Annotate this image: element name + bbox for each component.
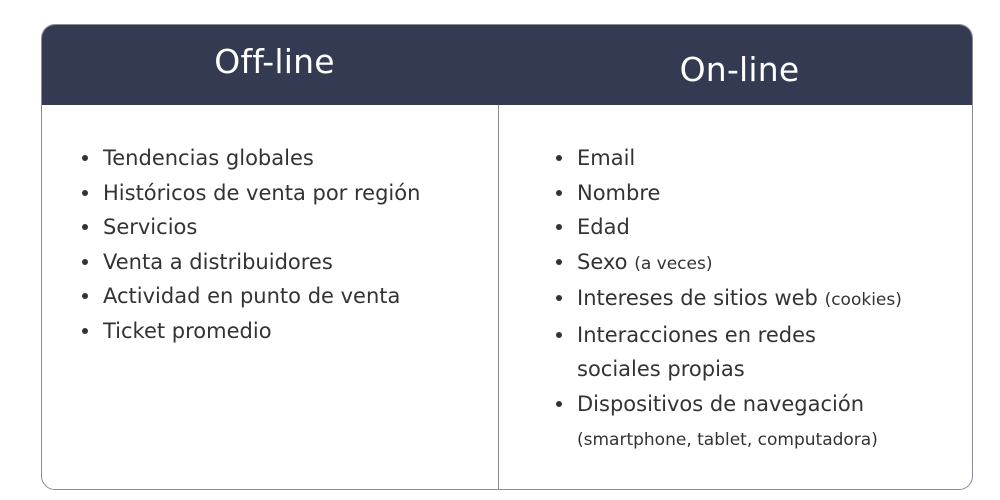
item-note: (cookies)	[824, 290, 902, 310]
item-text: Venta a distribuidores	[103, 249, 333, 274]
bullet-icon	[556, 332, 562, 338]
bullet-icon	[82, 259, 88, 265]
list-item	[80, 314, 498, 349]
bullet-icon	[556, 259, 562, 265]
online-list	[554, 141, 972, 458]
item-note: (a veces)	[634, 253, 713, 274]
bullet-icon	[82, 224, 88, 230]
list-item	[80, 210, 498, 245]
bullet-icon	[82, 190, 88, 196]
list-item	[80, 245, 498, 280]
item-text: Interacciones en redes	[577, 322, 816, 347]
item-text: Sexo	[577, 249, 628, 274]
item-text: Ticket promedio	[103, 318, 272, 343]
item-text: Nombre	[577, 180, 661, 205]
list-item	[554, 387, 972, 458]
list-item	[554, 210, 972, 245]
list-item	[554, 245, 972, 282]
offline-header: Off-line	[214, 41, 335, 81]
bullet-icon	[556, 155, 562, 161]
comparison-table	[41, 24, 973, 490]
list-item	[80, 279, 498, 314]
bullet-icon	[82, 155, 88, 161]
list-item	[554, 176, 972, 211]
list-item	[80, 176, 498, 211]
table-body	[42, 105, 972, 489]
item-text-line2: sociales propias	[577, 357, 745, 381]
bullet-icon	[556, 224, 562, 230]
bullet-icon	[82, 293, 88, 299]
list-item	[80, 141, 498, 176]
online-column	[499, 105, 972, 489]
offline-list	[80, 141, 498, 348]
bullet-icon	[556, 401, 562, 407]
item-text: Edad	[577, 215, 630, 239]
table-header	[42, 25, 972, 105]
item-text: Intereses de sitios web	[577, 286, 818, 310]
item-text: Históricos de venta por región	[103, 180, 421, 205]
bullet-icon	[556, 295, 562, 301]
list-item	[554, 141, 972, 176]
bullet-icon	[82, 328, 88, 334]
item-text: Actividad en punto de venta	[103, 284, 401, 308]
item-note: (smartphone, tablet, computadora)	[577, 430, 878, 450]
list-item	[554, 281, 972, 318]
item-text: Servicios	[103, 215, 198, 239]
item-text: Email	[577, 146, 636, 170]
bullet-icon	[556, 190, 562, 196]
item-text: Tendencias globales	[103, 146, 314, 170]
list-item	[554, 318, 972, 387]
online-header: On-line	[679, 49, 800, 89]
item-text: Dispositivos de navegación	[577, 391, 865, 416]
offline-column	[42, 105, 499, 489]
